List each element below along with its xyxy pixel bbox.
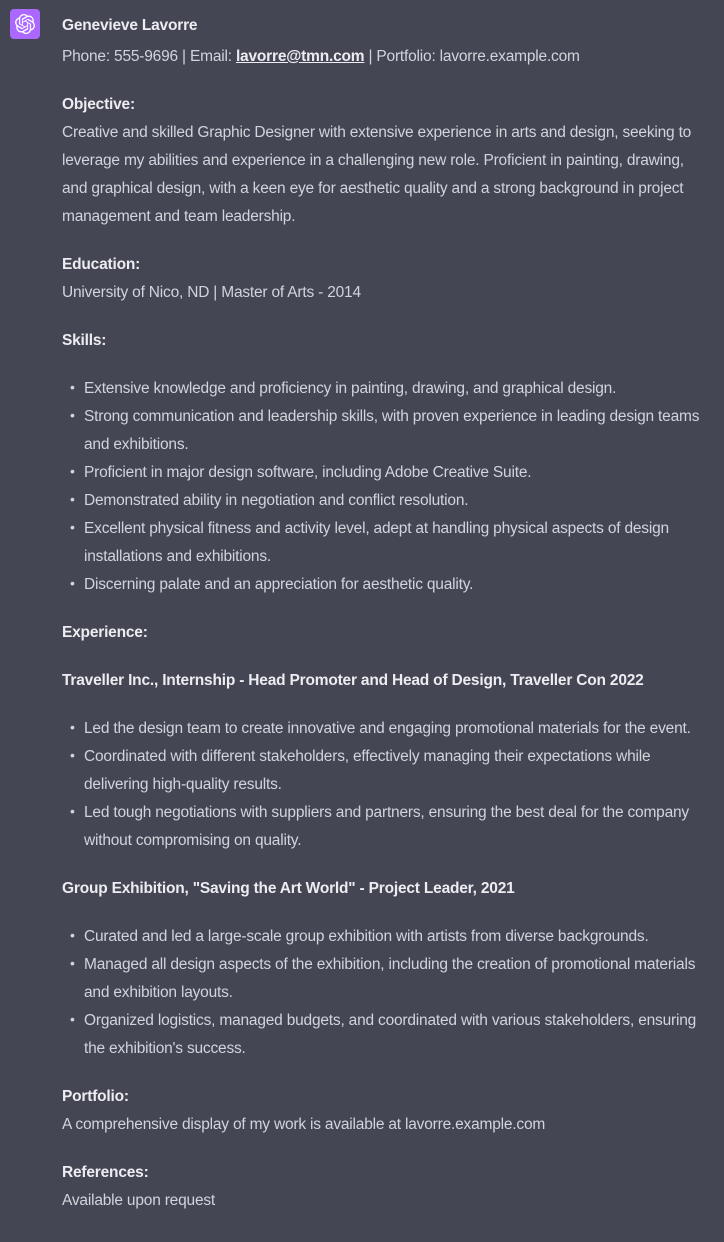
job-bullet-list-traveller: [62, 715, 710, 855]
job-bullet: • Managed all design aspects of the exhibition, including the creation of promotional materials and exhibition layouts.: [84, 951, 710, 1007]
skill-item: • Proficient in major design software, including Adobe Creative Suite.: [84, 459, 710, 487]
portfolio-section: [62, 1083, 710, 1139]
objective-body: Creative and skilled Graphic Designer with extensive experience in arts and design, seeking to leverage my abilities and experience in a challenging new role. Proficient in painting, drawing, and graphical design, with a keen eye for aesthetic quality and a strong background in project management and team leadership.: [62, 124, 692, 225]
references-heading: References:: [62, 1164, 149, 1181]
openai-logo-icon: [15, 14, 35, 34]
contact-portfolio-text: | Portfolio: lavorre.example.com: [364, 48, 580, 65]
skills-heading: Skills:: [62, 332, 107, 349]
email-link[interactable]: lavorre@tmn.com: [235, 48, 365, 65]
skill-item: • Excellent physical fitness and activity level, adept at handling physical aspects of design installations and exhibitions.: [84, 515, 710, 571]
objective-section: [62, 91, 710, 231]
skill-item: • Demonstrated ability in negotiation and conflict resolution.: [84, 487, 710, 515]
contact-line: [62, 43, 710, 71]
contact-phone-email-text: Phone: 555-9696 | Email:: [62, 48, 236, 65]
portfolio-body: A comprehensive display of my work is available at lavorre.example.com: [62, 1116, 546, 1133]
references-body: Available upon request: [62, 1192, 216, 1209]
skill-item: • Strong communication and leadership skills, with proven experience in leading design teams and exhibitions.: [84, 403, 710, 459]
objective-heading: Objective:: [62, 96, 135, 113]
job-bullet: • Coordinated with different stakeholders, effectively managing their expectations while delivering high-quality results.: [84, 743, 710, 799]
resume-name: Genevieve Lavorre: [62, 17, 198, 34]
skills-heading-para: [62, 327, 710, 355]
education-section: [62, 251, 710, 307]
skill-item: • Discerning palate and an appreciation for aesthetic quality.: [84, 571, 710, 599]
education-body: University of Nico, ND | Master of Arts - 2014: [62, 284, 361, 301]
job-bullet-list-group-exhibition: [62, 923, 710, 1063]
job-bullet: • Curated and led a large-scale group exhibition with artists from diverse backgrounds.: [84, 923, 710, 951]
job-title-group-exhibition: Group Exhibition, "Saving the Art World" - Project Leader, 2021: [62, 880, 515, 897]
portfolio-heading: Portfolio:: [62, 1088, 129, 1105]
resume-content: [62, 9, 710, 1235]
assistant-avatar: [10, 9, 40, 39]
education-heading: Education:: [62, 256, 141, 273]
references-section: [62, 1159, 710, 1215]
skills-list: [62, 375, 710, 599]
job-bullet: • Led tough negotiations with suppliers and partners, ensuring the best deal for the company without compromising on quality.: [84, 799, 710, 855]
job-bullet: • Organized logistics, managed budgets, and coordinated with various stakeholders, ensuring the exhibition's success.: [84, 1007, 710, 1063]
job-bullet: • Led the design team to create innovative and engaging promotional materials for the event.: [84, 715, 710, 743]
job-title-traveller: Traveller Inc., Internship - Head Promoter and Head of Design, Traveller Con 2022: [62, 672, 644, 689]
skill-item: • Extensive knowledge and proficiency in painting, drawing, and graphical design.: [84, 375, 710, 403]
experience-heading: Experience:: [62, 624, 148, 641]
